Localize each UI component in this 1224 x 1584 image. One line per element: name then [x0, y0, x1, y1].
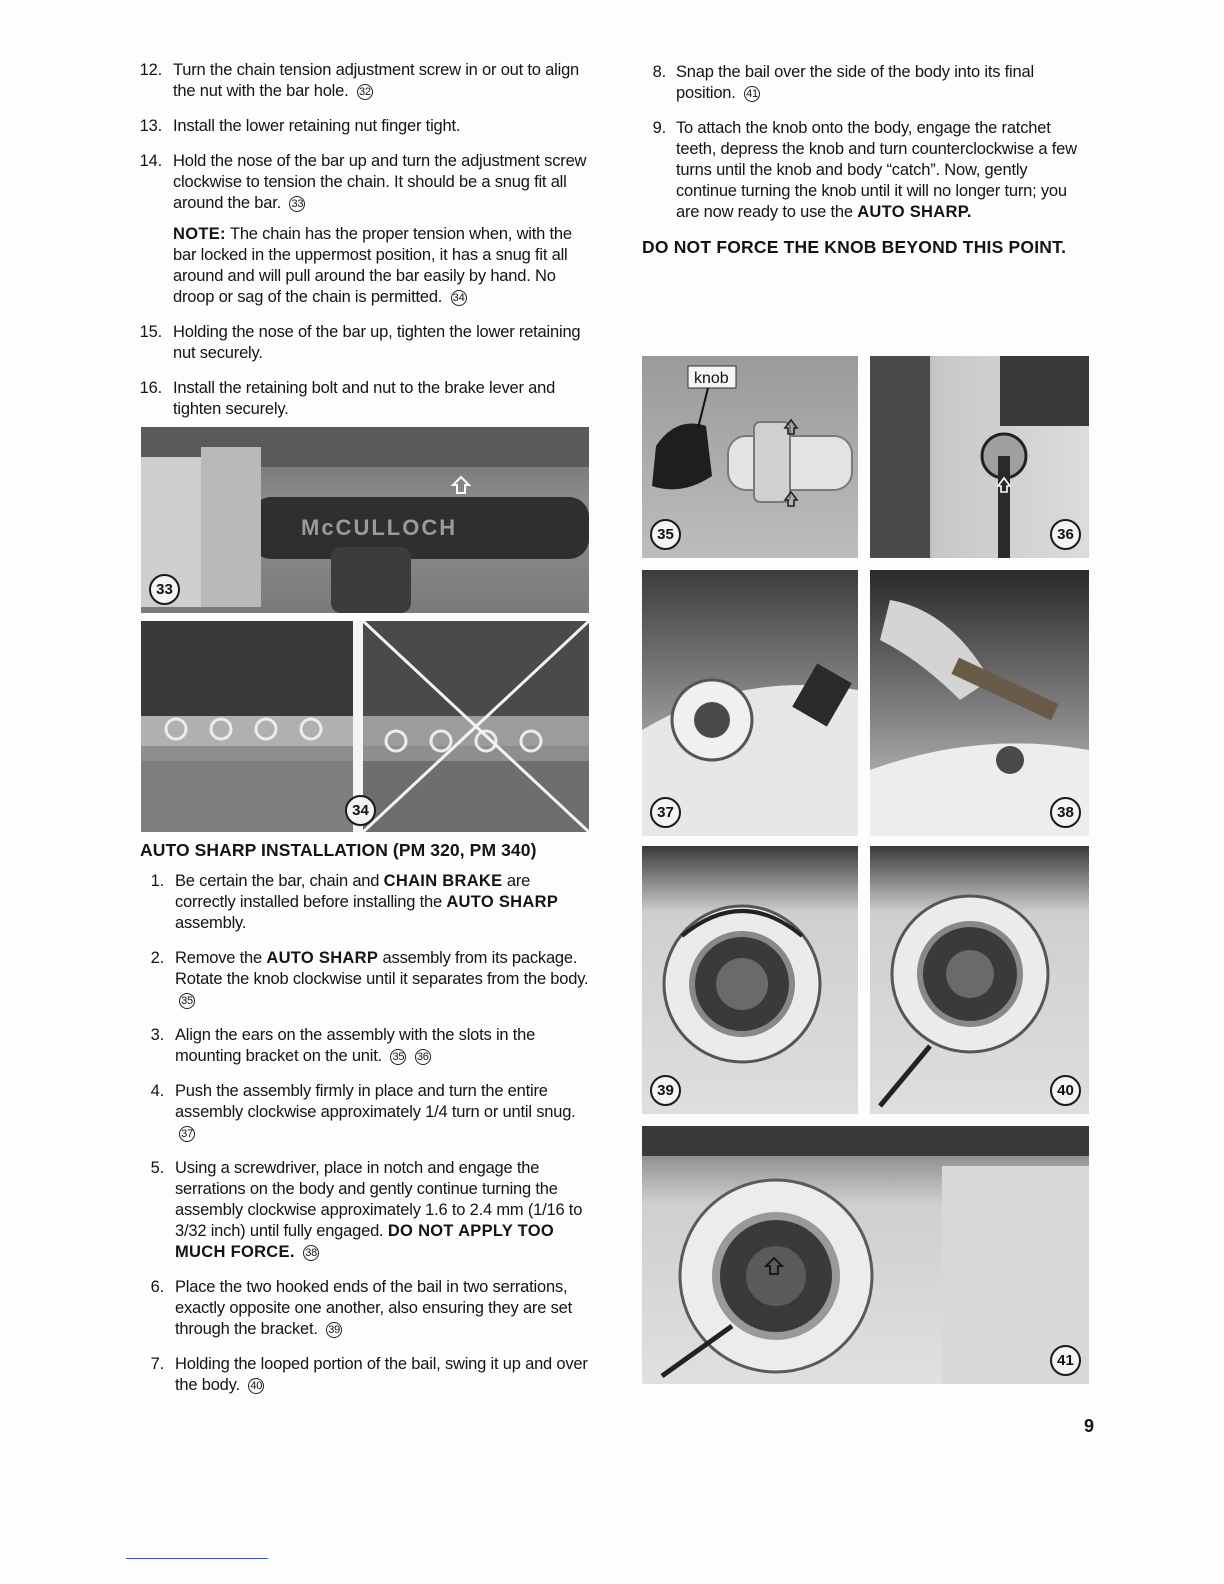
emphasis: AUTO SHARP [266, 949, 379, 967]
step-2 [140, 948, 590, 1011]
figure-39-drawing [642, 846, 858, 1114]
step-text: Turn the chain tension adjustment screw in or out to align the nut with the bar hole. [173, 61, 580, 100]
step-3 [140, 1025, 590, 1067]
left-column-bottom [138, 838, 590, 1410]
figure-ref: 35 [179, 993, 195, 1009]
step-7 [140, 1354, 590, 1396]
figure-label: 35 [650, 519, 681, 550]
step-text: Align the ears on the assembly with the slots in the mounting bracket on the unit. [175, 1026, 536, 1065]
step-text: Hold the nose of the bar up and turn the adjustment screw clockwise to tension the chain. It should be a snug fit all around the bar. [173, 152, 587, 212]
step-number: 2. [150, 949, 164, 967]
step-number: 16. [139, 379, 162, 397]
emphasis: AUTO SHARP. [857, 203, 972, 221]
step-number: 8. [652, 63, 666, 81]
figure-39-bail-placement [642, 846, 858, 1114]
figure-label: 40 [1050, 1075, 1081, 1106]
step-text: Be certain the bar, chain and [175, 872, 380, 890]
step-text: assembly. [175, 914, 247, 932]
step-16 [138, 378, 590, 420]
figure-35-knob-and-body [642, 356, 858, 558]
figure-ref: 37 [179, 1126, 195, 1142]
step-15 [138, 322, 590, 364]
divider [126, 1558, 268, 1559]
note-label: NOTE: [173, 225, 226, 243]
step-text: Remove the [175, 949, 262, 967]
figure-label: 33 [149, 574, 180, 605]
figure-ref: 32 [357, 84, 373, 100]
step-text: Holding the looped portion of the bail, swing it up and over the body. [175, 1355, 588, 1394]
step-5 [140, 1158, 590, 1263]
figure-38-drawing [870, 570, 1089, 836]
step-number: 9. [652, 119, 666, 137]
figure-40-drawing [870, 846, 1089, 1114]
figure-label: 38 [1050, 797, 1081, 828]
step-number: 3. [150, 1026, 164, 1044]
figure-ref: 35 [390, 1049, 406, 1065]
step-9 [642, 118, 1090, 223]
figure-label: 41 [1050, 1345, 1081, 1376]
figure-ref: 40 [248, 1378, 264, 1394]
step-text: Place the two hooked ends of the bail in two serrations, exactly opposite one another, also ensuring they are set through the bracket. [175, 1278, 572, 1338]
figure-ref: 34 [451, 290, 467, 306]
figure-label: 36 [1050, 519, 1081, 550]
figure-40-bail-swing [870, 846, 1089, 1114]
note [173, 224, 590, 308]
step-number: 15. [139, 323, 162, 341]
mcculloch-logo: McCULLOCH [301, 515, 458, 540]
step-12 [138, 60, 590, 102]
step-number: 1. [150, 872, 164, 890]
steps-right [642, 62, 1090, 223]
step-number: 7. [150, 1355, 164, 1373]
step-6 [140, 1277, 590, 1340]
step-text: Install the retaining bolt and nut to the brake lever and tighten securely. [173, 379, 556, 418]
emphasis: AUTO SHARP [446, 893, 559, 911]
figure-label: 37 [650, 797, 681, 828]
step-8 [642, 62, 1090, 104]
left-column [138, 60, 590, 434]
step-number: 12. [139, 61, 162, 79]
steps-top [138, 60, 590, 420]
warning-text: DO NOT FORCE THE KNOB BEYOND THIS POINT. [642, 237, 1067, 257]
figure-33-drawing [141, 427, 589, 613]
step-text: are correctly installed before installing the [175, 872, 531, 911]
page-number: 9 [1084, 1416, 1095, 1436]
emphasis: CHAIN BRAKE [383, 872, 503, 890]
step-4 [140, 1081, 590, 1144]
figure-41-drawing [642, 1126, 1089, 1384]
figure-33-chainsaw-bar [141, 427, 589, 613]
emphasis: DO NOT APPLY TOO MUCH FORCE. [175, 1222, 555, 1261]
step-14 [138, 151, 590, 308]
step-text: Holding the nose of the bar up, tighten the lower retaining nut securely. [173, 323, 581, 362]
note-text: The chain has the proper tension when, with the bar locked in the uppermost position, it has a snug fit all around and will pull around the bar easily by hand. No droop or sag of the chain is permitted. [173, 225, 572, 306]
step-1 [140, 871, 590, 934]
section-heading: AUTO SHARP INSTALLATION (PM 320, PM 340) [140, 840, 537, 860]
step-13 [138, 116, 590, 137]
figure-41-final-position [642, 1126, 1089, 1384]
figure-34-chain-comparison [141, 621, 589, 832]
figure-37-assembly-installed [642, 570, 858, 836]
step-text: Install the lower retaining nut finger tight. [173, 117, 461, 135]
steps-bottom [138, 871, 590, 1396]
step-text: Using a screwdriver, place in notch and engage the serrations on the body and gently continue turning the assembly clockwise approximately 1.6 to 2.4 mm (1/16 to 3/32 inch) until fully engaged. [175, 1159, 583, 1240]
step-number: 6. [150, 1278, 164, 1296]
figure-ref: 39 [326, 1322, 342, 1338]
figure-38-screwdriver-engage [870, 570, 1089, 836]
knob-callout: knob [694, 370, 729, 387]
figure-ref: 41 [744, 86, 760, 102]
step-number: 14. [139, 152, 162, 170]
step-number: 5. [150, 1159, 164, 1177]
figure-36-mounting-bracket [870, 356, 1089, 558]
step-number: 13. [139, 117, 162, 135]
figure-label: 39 [650, 1075, 681, 1106]
step-text: Snap the bail over the side of the body into its final position. [676, 63, 1034, 102]
step-text: Push the assembly firmly in place and turn the entire assembly clockwise approximately 1/4 turn or until snug. [175, 1082, 576, 1121]
step-text: assembly from its package. Rotate the knob clockwise until it separates from the body. [175, 949, 589, 988]
figure-ref: 38 [303, 1245, 319, 1261]
figure-37-drawing [642, 570, 858, 836]
step-number: 4. [150, 1082, 164, 1100]
figure-ref: 36 [415, 1049, 431, 1065]
figure-label: 34 [345, 795, 376, 826]
figure-ref: 33 [289, 196, 305, 212]
right-column [642, 62, 1090, 258]
step-text: To attach the knob onto the body, engage the ratchet teeth, depress the knob and turn counterclockwise a few turns until the knob and body “catch”. Now, gently continue turning the knob until it will no longer turn; you are now ready to use the [676, 119, 1077, 221]
